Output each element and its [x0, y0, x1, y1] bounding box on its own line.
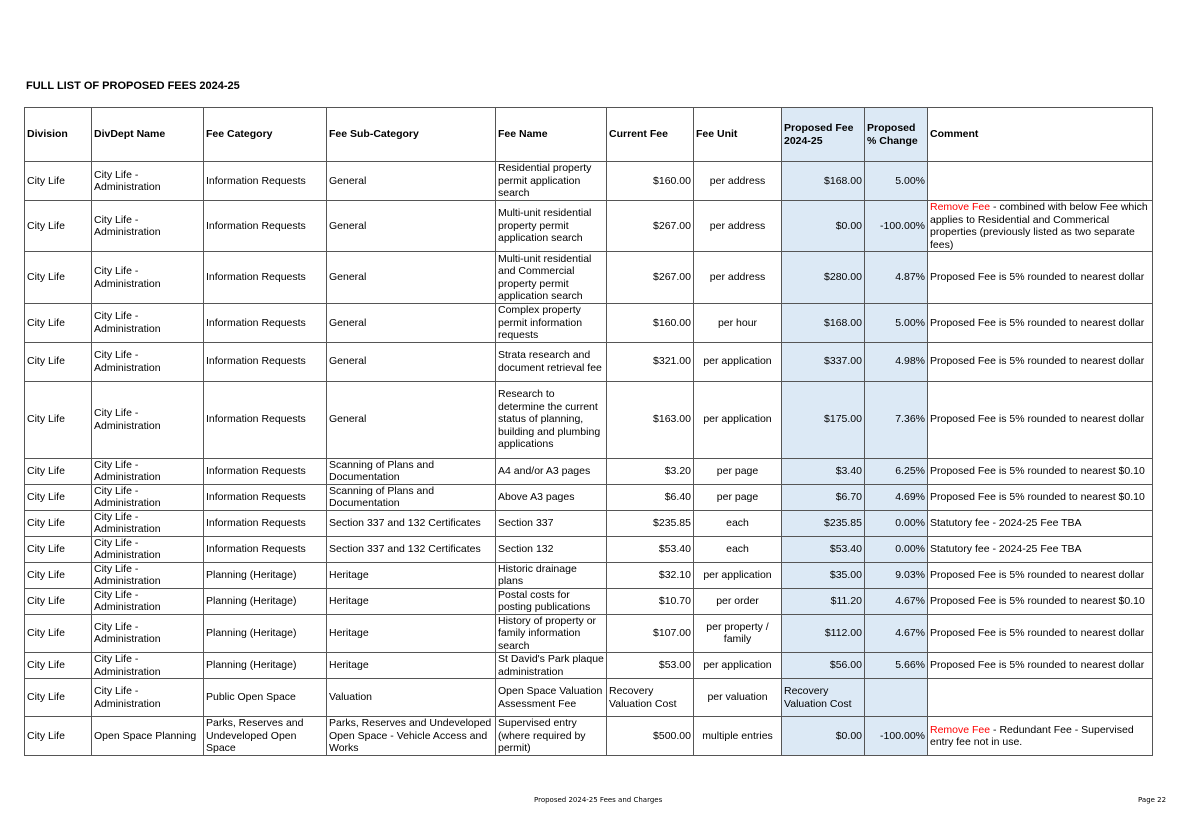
cell-fee-unit: each — [694, 510, 782, 536]
cell-comment — [928, 510, 1153, 536]
cell-division: City Life — [25, 484, 92, 510]
cell-fee-subcategory: Parks, Reserves and Undeveloped Open Space - Vehicle Access and Works — [327, 717, 496, 756]
cell-comment — [928, 653, 1153, 679]
cell-comment — [928, 562, 1153, 588]
col-header-fee-unit: Fee Unit — [694, 108, 782, 162]
col-header-divdept: DivDept Name — [92, 108, 204, 162]
comment-text: Proposed Fee is 5% rounded to nearest dollar — [930, 413, 1145, 426]
cell-comment — [928, 201, 1153, 252]
cell-fee-name: Multi-unit residential and Commercial property permit application search — [496, 252, 607, 304]
cell-division: City Life — [25, 304, 92, 343]
cell-divdept-name: City Life - Administration — [92, 510, 204, 536]
cell-fee-category: Information Requests — [204, 201, 327, 252]
cell-comment — [928, 536, 1153, 562]
cell-divdept-name: City Life - Administration — [92, 653, 204, 679]
cell-proposed-change: 5.66% — [865, 653, 928, 679]
cell-proposed-change: 6.25% — [865, 458, 928, 484]
col-header-proposed-change: Proposed % Change — [865, 108, 928, 162]
table-row — [25, 536, 1153, 562]
cell-fee-subcategory: Heritage — [327, 614, 496, 653]
col-header-division: Division — [25, 108, 92, 162]
cell-fee-unit: per page — [694, 484, 782, 510]
cell-current-fee: $53.40 — [607, 536, 694, 562]
cell-fee-subcategory: Heritage — [327, 562, 496, 588]
table-row — [25, 717, 1153, 756]
comment-text: Proposed Fee is 5% rounded to nearest dollar — [930, 659, 1145, 672]
cell-division: City Life — [25, 510, 92, 536]
cell-fee-name: Research to determine the current status of planning, building and plumbing applications — [496, 381, 607, 458]
cell-division: City Life — [25, 381, 92, 458]
cell-fee-category: Planning (Heritage) — [204, 562, 327, 588]
cell-fee-unit: per hour — [694, 304, 782, 343]
cell-current-fee: $235.85 — [607, 510, 694, 536]
table-row — [25, 614, 1153, 653]
cell-fee-name: Complex property permit information requests — [496, 304, 607, 343]
cell-fee-subcategory: Section 337 and 132 Certificates — [327, 536, 496, 562]
table-row — [25, 304, 1153, 343]
cell-comment — [928, 484, 1153, 510]
cell-fee-name: Section 132 — [496, 536, 607, 562]
cell-fee-name: Historic drainage plans — [496, 562, 607, 588]
cell-current-fee: $160.00 — [607, 304, 694, 343]
cell-proposed-change: 4.67% — [865, 614, 928, 653]
cell-current-fee: $267.00 — [607, 252, 694, 304]
cell-divdept-name: City Life - Administration — [92, 536, 204, 562]
cell-fee-subcategory: General — [327, 342, 496, 381]
cell-division: City Life — [25, 653, 92, 679]
cell-fee-category: Information Requests — [204, 162, 327, 201]
cell-comment — [928, 458, 1153, 484]
cell-fee-category: Information Requests — [204, 536, 327, 562]
cell-fee-subcategory: Scanning of Plans and Documentation — [327, 484, 496, 510]
col-header-fee-category: Fee Category — [204, 108, 327, 162]
table-row — [25, 458, 1153, 484]
cell-proposed-change: 5.00% — [865, 162, 928, 201]
cell-proposed-change: 4.87% — [865, 252, 928, 304]
cell-current-fee: $321.00 — [607, 342, 694, 381]
cell-fee-unit: per order — [694, 588, 782, 614]
cell-division: City Life — [25, 342, 92, 381]
cell-fee-subcategory: General — [327, 252, 496, 304]
cell-proposed-change: 5.00% — [865, 304, 928, 343]
col-header-current-fee: Current Fee — [607, 108, 694, 162]
cell-proposed-change: 0.00% — [865, 536, 928, 562]
table-row — [25, 342, 1153, 381]
cell-proposed-change: 4.67% — [865, 588, 928, 614]
col-header-fee-name: Fee Name — [496, 108, 607, 162]
cell-fee-subcategory: Section 337 and 132 Certificates — [327, 510, 496, 536]
cell-fee-name: A4 and/or A3 pages — [496, 458, 607, 484]
cell-fee-category: Planning (Heritage) — [204, 588, 327, 614]
table-row — [25, 588, 1153, 614]
cell-division: City Life — [25, 458, 92, 484]
cell-divdept-name: City Life - Administration — [92, 588, 204, 614]
cell-fee-subcategory: Heritage — [327, 653, 496, 679]
cell-fee-category: Information Requests — [204, 381, 327, 458]
cell-proposed-fee: Recovery Valuation Cost — [782, 679, 865, 717]
col-header-fee-subcategory: Fee Sub-Category — [327, 108, 496, 162]
cell-fee-unit: per page — [694, 458, 782, 484]
footer-center: Proposed 2024-25 Fees and Charges — [534, 796, 663, 804]
cell-comment — [928, 717, 1153, 756]
comment-text: Proposed Fee is 5% rounded to nearest dollar — [930, 355, 1145, 368]
cell-divdept-name: City Life - Administration — [92, 484, 204, 510]
table-row — [25, 381, 1153, 458]
cell-division: City Life — [25, 162, 92, 201]
comment-text: Proposed Fee is 5% rounded to nearest $0.10 — [930, 490, 1145, 503]
cell-current-fee: $163.00 — [607, 381, 694, 458]
cell-fee-category: Information Requests — [204, 252, 327, 304]
col-header-proposed-fee: Proposed Fee 2024-25 — [782, 108, 865, 162]
cell-division: City Life — [25, 201, 92, 252]
comment-text: Proposed Fee is 5% rounded to nearest dollar — [930, 627, 1145, 639]
cell-proposed-fee: $337.00 — [782, 342, 865, 381]
cell-fee-unit: each — [694, 536, 782, 562]
table-row — [25, 201, 1153, 252]
table-row — [25, 162, 1153, 201]
cell-current-fee: $107.00 — [607, 614, 694, 653]
cell-proposed-fee: $0.00 — [782, 201, 865, 252]
comment-text: Statutory fee - 2024-25 Fee TBA — [930, 542, 1082, 555]
cell-current-fee: $32.10 — [607, 562, 694, 588]
cell-proposed-fee: $0.00 — [782, 717, 865, 756]
cell-fee-name: Above A3 pages — [496, 484, 607, 510]
cell-fee-name: Residential property permit application search — [496, 162, 607, 201]
table-row — [25, 510, 1153, 536]
cell-division: City Life — [25, 252, 92, 304]
cell-proposed-change: -100.00% — [865, 201, 928, 252]
cell-proposed-fee: $168.00 — [782, 162, 865, 201]
table-row — [25, 653, 1153, 679]
cell-fee-subcategory: General — [327, 381, 496, 458]
cell-fee-name: Strata research and document retrieval fee — [496, 342, 607, 381]
comment-text: Statutory fee - 2024-25 Fee TBA — [930, 516, 1082, 529]
cell-fee-category: Parks, Reserves and Undeveloped Open Space — [204, 717, 327, 756]
cell-current-fee: $160.00 — [607, 162, 694, 201]
comment-text: Proposed Fee is 5% rounded to nearest dollar — [930, 316, 1145, 329]
cell-fee-unit: per application — [694, 653, 782, 679]
table-row — [25, 679, 1153, 717]
fees-table-body — [25, 162, 1153, 756]
cell-comment — [928, 614, 1153, 653]
comment-text: Proposed Fee is 5% rounded to nearest $0.10 — [930, 464, 1145, 477]
cell-proposed-fee: $280.00 — [782, 252, 865, 304]
cell-division: City Life — [25, 562, 92, 588]
cell-proposed-fee: $112.00 — [782, 614, 865, 653]
cell-proposed-change: 4.98% — [865, 342, 928, 381]
cell-fee-category: Information Requests — [204, 342, 327, 381]
cell-proposed-change: 7.36% — [865, 381, 928, 458]
cell-fee-unit: per address — [694, 252, 782, 304]
cell-fee-unit: per application — [694, 342, 782, 381]
cell-comment — [928, 381, 1153, 458]
comment-remove-flag: Remove Fee — [930, 723, 991, 736]
cell-fee-unit: per application — [694, 562, 782, 588]
cell-proposed-fee: $3.40 — [782, 458, 865, 484]
cell-division: City Life — [25, 536, 92, 562]
cell-fee-name: Supervised entry (where required by permit) — [496, 717, 607, 756]
cell-proposed-fee: $53.40 — [782, 536, 865, 562]
cell-proposed-fee: $56.00 — [782, 653, 865, 679]
cell-proposed-fee: $6.70 — [782, 484, 865, 510]
cell-proposed-change: 0.00% — [865, 510, 928, 536]
comment-text: - Redundant Fee - Supervised entry fee not in use. — [930, 723, 1134, 748]
table-row — [25, 484, 1153, 510]
cell-fee-unit: per valuation — [694, 679, 782, 717]
cell-fee-subcategory: Heritage — [327, 588, 496, 614]
cell-divdept-name: City Life - Administration — [92, 679, 204, 717]
cell-fee-category: Information Requests — [204, 510, 327, 536]
cell-proposed-fee: $175.00 — [782, 381, 865, 458]
cell-fee-category: Information Requests — [204, 304, 327, 343]
cell-proposed-fee: $35.00 — [782, 562, 865, 588]
comment-text: - combined with below Fee which applies to Residential and Commerical properties (previously listed as two separate fees) — [930, 201, 1148, 251]
cell-proposed-fee: $235.85 — [782, 510, 865, 536]
cell-proposed-change — [865, 679, 928, 717]
cell-comment — [928, 679, 1153, 717]
cell-division: City Life — [25, 679, 92, 717]
cell-divdept-name: City Life - Administration — [92, 458, 204, 484]
cell-fee-name: Section 337 — [496, 510, 607, 536]
cell-fee-category: Information Requests — [204, 458, 327, 484]
cell-fee-category: Information Requests — [204, 484, 327, 510]
cell-proposed-change: 4.69% — [865, 484, 928, 510]
cell-current-fee: $500.00 — [607, 717, 694, 756]
cell-current-fee: $53.00 — [607, 653, 694, 679]
cell-comment — [928, 162, 1153, 201]
cell-fee-category: Planning (Heritage) — [204, 614, 327, 653]
cell-fee-name: Open Space Valuation Assessment Fee — [496, 679, 607, 717]
cell-division: City Life — [25, 588, 92, 614]
table-row — [25, 252, 1153, 304]
document-title: FULL LIST OF PROPOSED FEES 2024-25 — [26, 80, 240, 92]
cell-fee-subcategory: Scanning of Plans and Documentation — [327, 458, 496, 484]
cell-fee-name: Postal costs for posting publications — [496, 588, 607, 614]
cell-division: City Life — [25, 614, 92, 653]
cell-divdept-name: City Life - Administration — [92, 252, 204, 304]
table-header-row — [25, 108, 1153, 162]
cell-fee-subcategory: Valuation — [327, 679, 496, 717]
cell-fee-name: St David's Park plaque administration — [496, 653, 607, 679]
cell-divdept-name: Open Space Planning — [92, 717, 204, 756]
cell-fee-unit: per property / family — [694, 614, 782, 653]
comment-text: Proposed Fee is 5% rounded to nearest dollar — [930, 271, 1145, 284]
cell-fee-unit: per address — [694, 201, 782, 252]
comment-text: Proposed Fee is 5% rounded to nearest dollar — [930, 568, 1145, 581]
cell-fee-name: History of property or family information search — [496, 614, 607, 653]
footer-page-number: Page 22 — [1138, 796, 1167, 804]
cell-proposed-fee: $11.20 — [782, 588, 865, 614]
cell-current-fee: $6.40 — [607, 484, 694, 510]
cell-fee-unit: per address — [694, 162, 782, 201]
cell-current-fee: $267.00 — [607, 201, 694, 252]
cell-fee-subcategory: General — [327, 304, 496, 343]
cell-comment — [928, 252, 1153, 304]
cell-fee-name: Multi-unit residential property permit application search — [496, 201, 607, 252]
cell-fee-category: Planning (Heritage) — [204, 653, 327, 679]
cell-fee-unit: per application — [694, 381, 782, 458]
cell-divdept-name: City Life - Administration — [92, 201, 204, 252]
comment-remove-flag: Remove Fee — [930, 201, 991, 213]
cell-proposed-change: 9.03% — [865, 562, 928, 588]
cell-proposed-fee: $168.00 — [782, 304, 865, 343]
cell-divdept-name: City Life - Administration — [92, 162, 204, 201]
cell-fee-subcategory: General — [327, 201, 496, 252]
cell-current-fee: Recovery Valuation Cost — [607, 679, 694, 717]
cell-divdept-name: City Life - Administration — [92, 342, 204, 381]
cell-division: City Life — [25, 717, 92, 756]
cell-comment — [928, 304, 1153, 343]
cell-divdept-name: City Life - Administration — [92, 562, 204, 588]
cell-current-fee: $10.70 — [607, 588, 694, 614]
cell-comment — [928, 342, 1153, 381]
cell-comment — [928, 588, 1153, 614]
table-row — [25, 562, 1153, 588]
cell-fee-unit: multiple entries — [694, 717, 782, 756]
cell-divdept-name: City Life - Administration — [92, 304, 204, 343]
cell-fee-category: Public Open Space — [204, 679, 327, 717]
cell-divdept-name: City Life - Administration — [92, 381, 204, 458]
comment-text: Proposed Fee is 5% rounded to nearest $0.10 — [930, 594, 1145, 607]
cell-divdept-name: City Life - Administration — [92, 614, 204, 653]
cell-fee-subcategory: General — [327, 162, 496, 201]
col-header-comment: Comment — [928, 108, 1153, 162]
fees-table — [24, 107, 1153, 756]
cell-proposed-change: -100.00% — [865, 717, 928, 756]
cell-current-fee: $3.20 — [607, 458, 694, 484]
